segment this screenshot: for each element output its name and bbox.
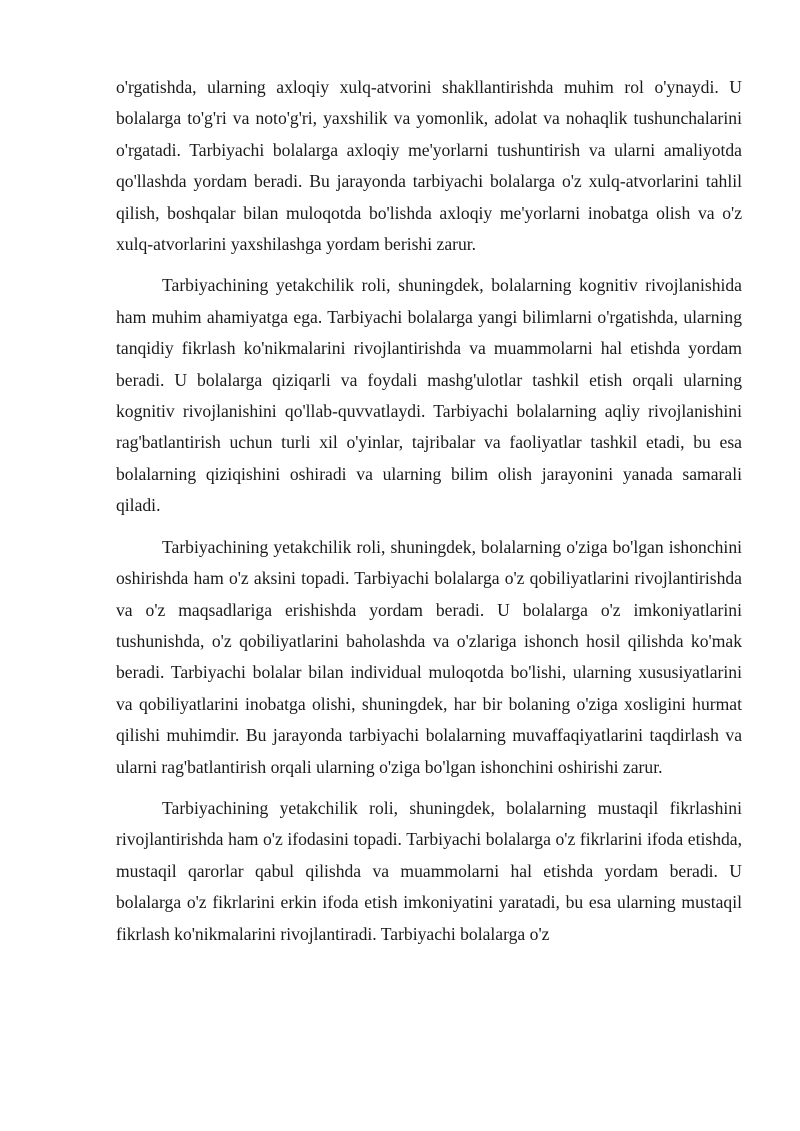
paragraph-self-confidence: Tarbiyachining yetakchilik roli, shuningdek, bolalarning o'ziga bo'lgan ishonchini oshirishda ham o'z aksini topadi. Tarbiyachi bolalarga o'z qobiliyatlarini rivojlantirishda va o'z maqsadlariga erishishda yordam beradi. U bolalarga o'z imkoniyatlarini tushunishda, o'z qobiliyatlarini baholashda va o'zlariga ishonch hosil qilishda ko'mak beradi. Tarbiyachi bolalar bilan individual muloqotda bo'lishi, ularning xususiyatlarini va qobiliyatlarini inobatga olishi, shuningdek, har bir bolaning o'ziga xosligini hurmat qilishi muhimdir. Bu jarayonda tarbiyachi bolalarning muvaffaqiyatlarini taqdirlash va ularni rag'batlantirish orqali ularning o'ziga bo'lgan ishonchini oshirishi zarur. bbox=[116, 536, 742, 777]
paragraph-moral-behavior: o'rgatishda, ularning axloqiy xulq-atvorini shakllantirishda muhim rol o'ynaydi. U bolalarga to'g'ri va noto'g'ri, yaxshilik va yomonlik, adolat va nohaqlik tushunchalarini o'rgatadi. Tarbiyachi bolalarga axloqiy me'yorlarni tushuntirish va ularni amaliyotda qo'llashda yordam beradi. Bu jarayonda tarbiyachi bolalarga o'z xulq-atvorlarini tahlil qilish, boshqalar bilan muloqotda bo'lishda axloqiy me'yorlarni inobatga olish va o'z xulq-atvorlarini yaxshilashga yordam berishi zarur. bbox=[116, 77, 742, 255]
paragraph-cognitive-development: Tarbiyachining yetakchilik roli, shuningdek, bolalarning kognitiv rivojlanishida ham muhim ahamiyatga ega. Tarbiyachi bolalarga yangi bilimlarni o'rgatishda, ularning tanqidiy fikrlash ko'nikmalarini rivojlantirishda va muammolarni hal etishda yordam beradi. U bolalarga qiziqarli va foydali mashg'ulotlar tashkil etish orqali ularning kognitiv rivojlanishini qo'llab-quvvatlaydi. Tarbiyachi bolalarning aqliy rivojlanishini rag'batlantirish uchun turli xil o'yinlar, tajribalar va faoliyatlar tashkil etadi, bu esa bolalarning qiziqishini oshiradi va ularning bilim olish jarayonini yanada samarali qiladi. bbox=[116, 275, 742, 516]
document-page bbox=[116, 72, 742, 960]
paragraph-independent-thinking: Tarbiyachining yetakchilik roli, shuningdek, bolalarning mustaqil fikrlashini rivojlantirishda ham o'z ifodasini topadi. Tarbiyachi bolalarga o'z fikrlarini ifoda etishda, mustaqil qarorlar qabul qilishda va muammolarni hal etishda yordam beradi. U bolalarga o'z fikrlarini erkin ifoda etish imkoniyatini yaratadi, bu esa ularning mustaqil fikrlash ko'nikmalarini rivojlantiradi. Tarbiyachi bolalarga o'z bbox=[116, 797, 742, 944]
